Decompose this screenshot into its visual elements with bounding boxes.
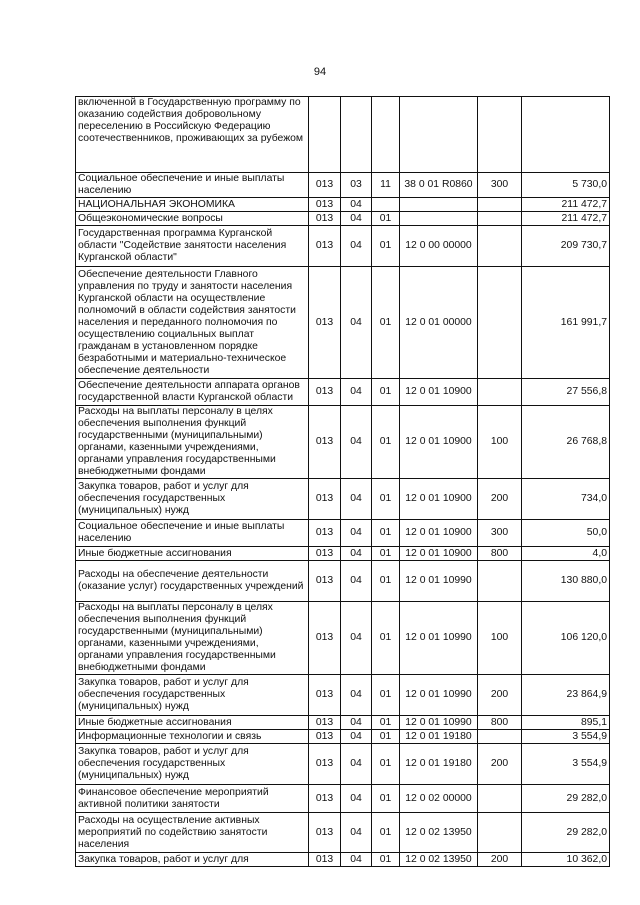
subsection-code: [372, 198, 400, 212]
target-article: 12 0 01 10990: [400, 561, 478, 602]
target-article: 12 0 00 00000: [400, 226, 478, 267]
row-name: Информационные технологии и связь: [76, 730, 309, 744]
expense-type: [478, 226, 522, 267]
budget-table: [75, 96, 610, 867]
expense-type: 300: [478, 173, 522, 198]
subsection-code: 01: [372, 267, 400, 379]
subsection-code: 01: [372, 406, 400, 479]
table-row: [76, 853, 610, 867]
ministry-code: 013: [309, 226, 341, 267]
amount: 10 362,0: [522, 853, 610, 867]
target-article: 12 0 01 19180: [400, 730, 478, 744]
expense-type: [478, 198, 522, 212]
row-name: Закупка товаров, работ и услуг для обеспечения государственных (муниципальных) нужд: [76, 744, 309, 785]
row-name: Финансовое обеспечение мероприятий активной политики занятости: [76, 785, 309, 813]
amount: 26 768,8: [522, 406, 610, 479]
amount: 29 282,0: [522, 785, 610, 813]
target-article: 12 0 01 10900: [400, 547, 478, 561]
section-code: 04: [341, 561, 372, 602]
target-article: 12 0 02 13950: [400, 813, 478, 853]
section-code: 04: [341, 785, 372, 813]
subsection-code: 01: [372, 602, 400, 675]
section-code: 04: [341, 744, 372, 785]
amount: 209 730,7: [522, 226, 610, 267]
amount: 734,0: [522, 479, 610, 520]
row-name: Обеспечение деятельности аппарата органов государственной власти Курганской области: [76, 379, 309, 406]
expense-type: [478, 97, 522, 173]
amount: 161 991,7: [522, 267, 610, 379]
page-number: 94: [313, 66, 327, 78]
expense-type: [478, 379, 522, 406]
target-article: 12 0 01 00000: [400, 267, 478, 379]
table-row: [76, 226, 610, 267]
ministry-code: 013: [309, 267, 341, 379]
table-row: [76, 744, 610, 785]
table-row: [76, 520, 610, 547]
amount: 211 472,7: [522, 212, 610, 226]
row-name: Закупка товаров, работ и услуг для обеспечения государственных (муниципальных) нужд: [76, 479, 309, 520]
target-article: [400, 212, 478, 226]
table-row: [76, 198, 610, 212]
table-row: [76, 212, 610, 226]
ministry-code: 013: [309, 520, 341, 547]
subsection-code: 01: [372, 226, 400, 267]
subsection-code: 01: [372, 675, 400, 716]
ministry-code: 013: [309, 379, 341, 406]
table-row: [76, 479, 610, 520]
amount: 50,0: [522, 520, 610, 547]
section-code: 04: [341, 716, 372, 730]
table-row: [76, 547, 610, 561]
target-article: 12 0 01 10900: [400, 379, 478, 406]
amount: 23 864,9: [522, 675, 610, 716]
subsection-code: 01: [372, 716, 400, 730]
amount: 211 472,7: [522, 198, 610, 212]
subsection-code: 01: [372, 479, 400, 520]
row-name: Иные бюджетные ассигнования: [76, 547, 309, 561]
ministry-code: [309, 97, 341, 173]
amount: 3 554,9: [522, 744, 610, 785]
subsection-code: 01: [372, 561, 400, 602]
target-article: 38 0 01 R0860: [400, 173, 478, 198]
section-code: 04: [341, 267, 372, 379]
expense-type: [478, 267, 522, 379]
expense-type: [478, 785, 522, 813]
table-row: [76, 813, 610, 853]
ministry-code: 013: [309, 479, 341, 520]
row-name: Социальное обеспечение и иные выплаты населению: [76, 173, 309, 198]
table-row: [76, 561, 610, 602]
expense-type: [478, 561, 522, 602]
ministry-code: 013: [309, 730, 341, 744]
section-code: 04: [341, 853, 372, 867]
expense-type: 200: [478, 675, 522, 716]
ministry-code: 013: [309, 675, 341, 716]
target-article: 12 0 01 10900: [400, 479, 478, 520]
expense-type: 100: [478, 602, 522, 675]
ministry-code: 013: [309, 547, 341, 561]
table-row: [76, 730, 610, 744]
ministry-code: 013: [309, 561, 341, 602]
table-row: [76, 173, 610, 198]
table-row: [76, 379, 610, 406]
section-code: 04: [341, 226, 372, 267]
row-name: Общеэкономические вопросы: [76, 212, 309, 226]
target-article: 12 0 01 19180: [400, 744, 478, 785]
table-row: [76, 267, 610, 379]
row-name: НАЦИОНАЛЬНАЯ ЭКОНОМИКА: [76, 198, 309, 212]
section-code: 04: [341, 730, 372, 744]
subsection-code: 01: [372, 212, 400, 226]
amount: 5 730,0: [522, 173, 610, 198]
target-article: 12 0 01 10990: [400, 716, 478, 730]
row-name: Расходы на выплаты персоналу в целях обеспечения выполнения функций государственными (муниципальными) органами, казенными учреждениями, органами управления государственными внебюджетными фондами: [76, 406, 309, 479]
section-code: [341, 97, 372, 173]
section-code: 04: [341, 406, 372, 479]
target-article: 12 0 02 00000: [400, 785, 478, 813]
section-code: 04: [341, 379, 372, 406]
ministry-code: 013: [309, 198, 341, 212]
amount: 895,1: [522, 716, 610, 730]
section-code: 04: [341, 198, 372, 212]
table-row: [76, 785, 610, 813]
row-name: Закупка товаров, работ и услуг для обеспечения государственных (муниципальных) нужд: [76, 675, 309, 716]
expense-type: 200: [478, 479, 522, 520]
expense-type: 200: [478, 744, 522, 785]
section-code: 04: [341, 602, 372, 675]
subsection-code: 01: [372, 547, 400, 561]
table-row: [76, 406, 610, 479]
expense-type: [478, 813, 522, 853]
ministry-code: 013: [309, 785, 341, 813]
expense-type: 200: [478, 853, 522, 867]
amount: 27 556,8: [522, 379, 610, 406]
section-code: 04: [341, 813, 372, 853]
section-code: 04: [341, 479, 372, 520]
subsection-code: 01: [372, 813, 400, 853]
subsection-code: 01: [372, 785, 400, 813]
table-row: [76, 675, 610, 716]
row-name: Иные бюджетные ассигнования: [76, 716, 309, 730]
amount: 106 120,0: [522, 602, 610, 675]
target-article: 12 0 01 10900: [400, 406, 478, 479]
section-code: 04: [341, 520, 372, 547]
row-name: Государственная программа Курганской области "Содействие занятости населения Курганской области": [76, 226, 309, 267]
subsection-code: 01: [372, 730, 400, 744]
ministry-code: 013: [309, 602, 341, 675]
amount: 4,0: [522, 547, 610, 561]
subsection-code: [372, 97, 400, 173]
table-row: [76, 602, 610, 675]
table-row: [76, 716, 610, 730]
row-name: Закупка товаров, работ и услуг для: [76, 853, 309, 867]
budget-table-body: [76, 97, 610, 867]
row-name: включенной в Государственную программу по оказанию содействия добровольному переселению в Российскую Федерацию соотечественников, проживающих за рубежом: [76, 97, 309, 173]
target-article: 12 0 02 13950: [400, 853, 478, 867]
ministry-code: 013: [309, 173, 341, 198]
target-article: 12 0 01 10990: [400, 675, 478, 716]
target-article: 12 0 01 10900: [400, 520, 478, 547]
ministry-code: 013: [309, 212, 341, 226]
section-code: 03: [341, 173, 372, 198]
subsection-code: 01: [372, 379, 400, 406]
row-name: Расходы на выплаты персоналу в целях обеспечения выполнения функций государственными (муниципальными) органами, казенными учреждениями, органами управления государственными внебюджетными фондами: [76, 602, 309, 675]
row-name: Социальное обеспечение и иные выплаты населению: [76, 520, 309, 547]
subsection-code: 01: [372, 520, 400, 547]
row-name: Расходы на обеспечение деятельности (оказание услуг) государственных учреждений: [76, 561, 309, 602]
amount: 130 880,0: [522, 561, 610, 602]
section-code: 04: [341, 547, 372, 561]
subsection-code: 01: [372, 853, 400, 867]
ministry-code: 013: [309, 716, 341, 730]
amount: [522, 97, 610, 173]
table-row: [76, 97, 610, 173]
subsection-code: 01: [372, 744, 400, 785]
ministry-code: 013: [309, 813, 341, 853]
expense-type: 800: [478, 716, 522, 730]
expense-type: [478, 212, 522, 226]
target-article: [400, 198, 478, 212]
subsection-code: 11: [372, 173, 400, 198]
section-code: 04: [341, 212, 372, 226]
expense-type: 100: [478, 406, 522, 479]
amount: 3 554,9: [522, 730, 610, 744]
amount: 29 282,0: [522, 813, 610, 853]
ministry-code: 013: [309, 406, 341, 479]
expense-type: 800: [478, 547, 522, 561]
ministry-code: 013: [309, 744, 341, 785]
expense-type: 300: [478, 520, 522, 547]
row-name: Обеспечение деятельности Главного управления по труду и занятости населения Курганской области на осуществление полномочий в области содействия занятости населения и переданного полномочия по осуществлению социальных выплат гражданам в установленном порядке безработными и материально-техническое обеспечение деятельности: [76, 267, 309, 379]
expense-type: [478, 730, 522, 744]
row-name: Расходы на осуществление активных мероприятий по содействию занятости населения: [76, 813, 309, 853]
ministry-code: 013: [309, 853, 341, 867]
target-article: [400, 97, 478, 173]
section-code: 04: [341, 675, 372, 716]
target-article: 12 0 01 10990: [400, 602, 478, 675]
